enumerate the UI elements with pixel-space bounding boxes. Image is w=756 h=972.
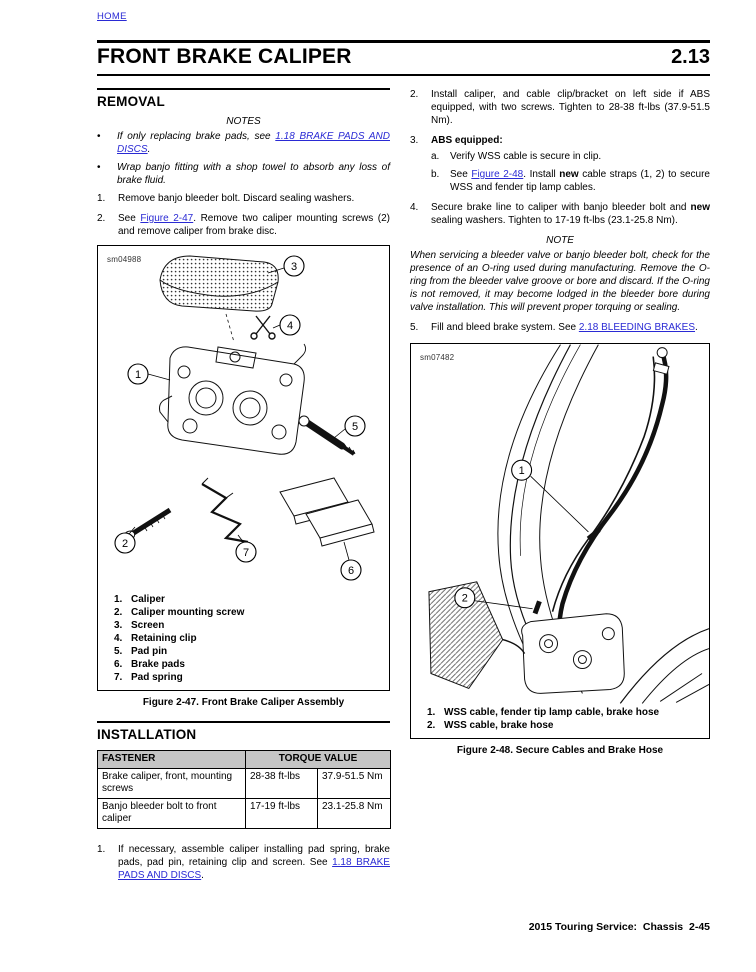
installation-step-2: [410, 88, 710, 127]
callout-2: 2: [121, 538, 129, 550]
legend-item: [427, 706, 701, 719]
figure-2-47-caption: Figure 2-47. Front Brake Caliper Assembly: [142, 697, 345, 708]
note-text: Wrap banjo fitting with a shop towel to absorb any loss of brake fluid.: [117, 162, 390, 186]
table-row: [98, 799, 391, 829]
step-text: Install caliper, and cable clip/bracket on left side if ABS equipped, with two screws. Tighten to 28-38 ft-lbs (37.9-51.5 Nm).: [431, 89, 710, 126]
home-link[interactable]: HOME: [97, 11, 127, 22]
banjo-fitting: [657, 348, 667, 358]
step-number: 5.: [410, 322, 419, 333]
legend-item: [427, 719, 701, 732]
step-number: 4.: [410, 202, 419, 213]
legend-num: 1.: [427, 707, 436, 718]
callout-2: 2: [461, 592, 468, 605]
figure-2-48-box: [410, 343, 710, 739]
torque-table: [97, 750, 391, 829]
emphasis-new: new: [559, 169, 579, 180]
header-rule-top: [97, 40, 710, 43]
figure-2-48-drawing: [411, 344, 709, 704]
callout-7: 7: [242, 547, 250, 559]
header-rule-bottom: [97, 74, 710, 76]
removal-step-1: [97, 192, 390, 205]
step-text: Secure brake line to caliper with banjo bleeder bolt and: [431, 202, 691, 213]
page-title: FRONT BRAKE CALIPER: [97, 45, 352, 68]
link-bleeding-brakes[interactable]: 2.18 BLEEDING BRAKES: [578, 322, 696, 333]
note-text: .: [147, 144, 151, 155]
step-number: 2.: [410, 89, 419, 100]
legend-num: 7.: [114, 672, 123, 683]
callout-6: 6: [347, 565, 355, 577]
legend-item: [114, 619, 381, 632]
ftlbs-cell: 17-19 ft-lbs: [246, 799, 318, 829]
removal-heading: REMOVAL: [97, 88, 390, 109]
figure-2-47-drawing: [98, 246, 389, 591]
step-text: .: [695, 322, 698, 333]
figure-code: sm04988: [107, 255, 142, 264]
ftlbs-cell: 28-38 ft-lbs: [246, 769, 318, 799]
table-row: [98, 769, 391, 799]
installation-step-5: [410, 321, 710, 334]
page-header: [97, 45, 710, 69]
legend-item: [114, 593, 381, 606]
left-column: [97, 88, 390, 889]
legend-num: 4.: [114, 633, 123, 644]
legend-label: Caliper mounting screw: [131, 607, 245, 618]
screen-part: [160, 256, 278, 311]
step-number: 3.: [410, 135, 419, 146]
installation-step-3b: [431, 168, 710, 194]
legend-item: [114, 658, 381, 671]
installation-heading: INSTALLATION: [97, 721, 390, 742]
emphasis-new: new: [690, 202, 710, 213]
lamp-cable: [503, 640, 525, 654]
legend-num: 1.: [114, 594, 123, 605]
caliper-body: [522, 614, 625, 694]
pad-spring-part: [202, 484, 248, 542]
legend-item: [114, 671, 381, 684]
figure-2-47-legend: [98, 591, 389, 690]
legend-item: [114, 645, 381, 658]
step-number: 1.: [97, 844, 106, 855]
link-brake-pads-discs[interactable]: 1.18 BRAKE PADS AND DISCS: [118, 857, 390, 881]
callout-3: 3: [290, 261, 298, 273]
step-text: . Remove two caliper mounting screws (2) and remove caliper from brake disc.: [118, 213, 390, 237]
notes-label: NOTES: [226, 116, 261, 127]
callout-5: 5: [351, 421, 359, 433]
legend-num: 3.: [114, 620, 123, 631]
figure-2-47-box: [97, 245, 390, 691]
legend-num: 5.: [114, 646, 123, 657]
substep-text: Verify WSS cable is secure in clip.: [450, 151, 602, 162]
legend-label: Screen: [131, 620, 165, 631]
substep-letter: b.: [431, 169, 440, 180]
step-text: sealing washers. Tighten to 17-19 ft-lbs (23.1-25.8 Nm).: [431, 215, 678, 226]
figure-2-48-legend: [411, 704, 709, 738]
step-text: Remove banjo bleeder bolt. Discard sealing washers.: [118, 193, 355, 204]
callout-1: 1: [518, 465, 525, 478]
figure-2-48-caption: Figure 2-48. Secure Cables and Brake Hose: [456, 745, 664, 756]
legend-num: 6.: [114, 659, 123, 670]
page-footer: 2015 Touring Service: Chassis 2-45: [528, 921, 710, 933]
installation-step-1: [97, 843, 390, 882]
right-column: [410, 88, 710, 757]
bullet-marker: •: [97, 162, 101, 173]
note-bullet-1: [97, 130, 390, 156]
link-figure-2-47[interactable]: Figure 2-47: [140, 213, 194, 224]
step-number: 2.: [97, 213, 106, 224]
figure-code: sm07482: [420, 353, 455, 362]
caliper-part: [168, 347, 305, 454]
step-text: See: [118, 213, 141, 224]
removal-step-2: [97, 212, 390, 238]
legend-label: Caliper: [131, 594, 165, 605]
wheel-spoke: [660, 673, 702, 701]
fastener-cell: Banjo bleeder bolt to front caliper: [98, 799, 246, 829]
substep-text: . Install: [523, 169, 560, 180]
legend-item: [114, 632, 381, 645]
substep-text: See: [450, 169, 472, 180]
step-text: If necessary, assemble caliper installing pad spring, brake pads, pad pin, retaining clip and screen. See: [118, 844, 390, 868]
installation-step-4: [410, 201, 710, 227]
substep-text: cable straps (1, 2) to secure WSS and fender tip lamp cables.: [450, 169, 710, 193]
fastener-cell: Brake caliper, front, mounting screws: [98, 769, 246, 799]
cable-strap-2: [533, 600, 542, 614]
legend-label: Pad spring: [131, 672, 183, 683]
step-text: Fill and bleed brake system. See: [431, 322, 579, 333]
callout-1: 1: [134, 369, 142, 381]
legend-label: WSS cable, fender tip lamp cable, brake hose: [444, 707, 660, 718]
step-text: .: [201, 870, 204, 881]
note-label: NOTE: [546, 235, 574, 246]
legend-item: [114, 606, 381, 619]
legend-num: 2.: [427, 720, 436, 731]
step-label: ABS equipped:: [431, 135, 503, 146]
table-header-fastener: FASTENER: [98, 751, 246, 769]
legend-label: Brake pads: [131, 659, 185, 670]
note-bullet-2: [97, 161, 390, 187]
nm-cell: 23.1-25.8 Nm: [318, 799, 391, 829]
legend-label: Retaining clip: [131, 633, 197, 644]
legend-num: 2.: [114, 607, 123, 618]
note-text: If only replacing brake pads, see: [117, 131, 276, 142]
nm-cell: 37.9-51.5 Nm: [318, 769, 391, 799]
section-number: 2.13: [671, 46, 710, 68]
installation-step-3: [410, 134, 710, 147]
link-figure-2-48[interactable]: Figure 2-48: [471, 169, 524, 180]
retaining-clip-part: [251, 316, 275, 339]
note-paragraph: When servicing a bleeder valve or banjo bleeder bolt, check for the presence of an O-ring used during manufacturing. Remove the O-ring from the bleeder valve groove or bore and discard. If the O-ring is not removed, it may become lodged in the bleeder bore during valve installation. This will prevent proper torquing or sealing.: [410, 250, 710, 313]
legend-label: WSS cable, brake hose: [444, 720, 554, 731]
substep-letter: a.: [431, 151, 440, 162]
installation-step-3a: [431, 150, 710, 163]
callout-4: 4: [286, 320, 294, 332]
bullet-marker: •: [97, 131, 101, 142]
link-brake-pads-discs[interactable]: 1.18 BRAKE PADS AND DISCS: [117, 131, 390, 155]
step-number: 1.: [97, 193, 106, 204]
table-header-torque: TORQUE VALUE: [246, 751, 391, 769]
brake-pads-part: [280, 478, 374, 546]
legend-label: Pad pin: [131, 646, 168, 657]
